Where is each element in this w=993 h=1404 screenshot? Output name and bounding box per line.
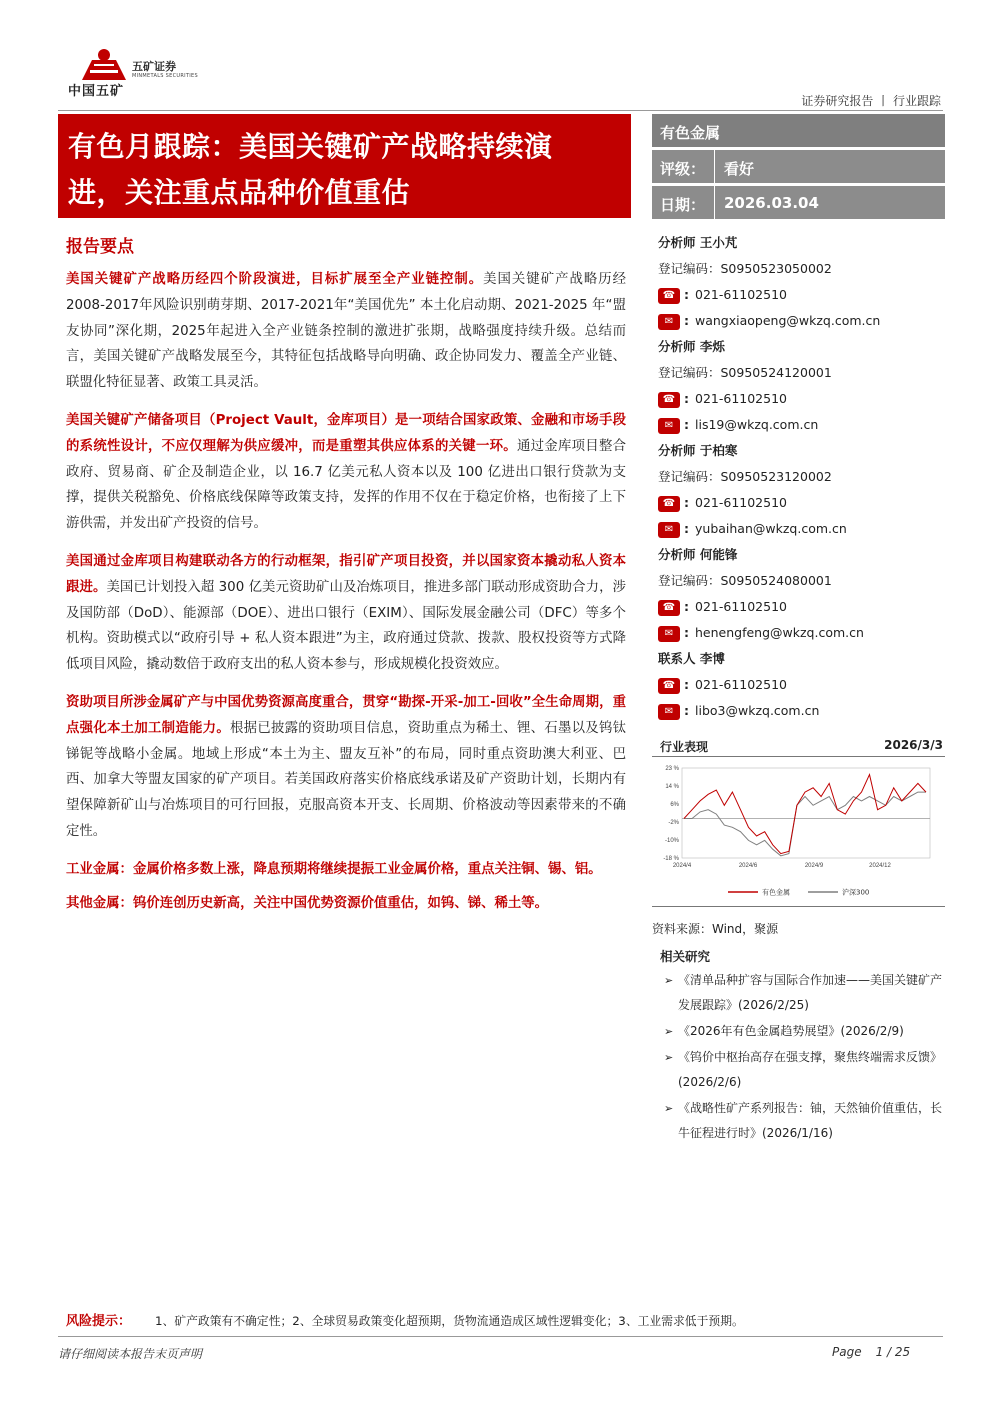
y-tick-label: -10% — [664, 838, 679, 844]
phone-number: 021-61102510 — [695, 599, 787, 614]
perf-date: 2026/3/3 — [884, 738, 943, 752]
paragraph — [66, 549, 626, 678]
performance-chart — [652, 760, 945, 904]
paragraph-highlight: 工业金属：金属价格多数上涨，降息预期将继续提振工业金属价格，重点关注铜、锡、铝。 — [66, 861, 602, 877]
phone-number: 021-61102510 — [695, 495, 787, 510]
paragraph-highlight: 其他金属：钨价连创历史新高，关注中国优势资源价值重估，如钨、锑、稀土等。 — [66, 895, 549, 911]
colon: : — [684, 391, 689, 406]
rating-label: 评级： — [660, 160, 706, 178]
analyst-email — [658, 518, 945, 544]
section-title: 报告要点 — [66, 237, 134, 257]
related-item[interactable] — [664, 968, 944, 1018]
phone-number: 021-61102510 — [695, 391, 787, 406]
analyst-phone — [658, 284, 945, 310]
rating-panel — [652, 114, 945, 218]
paragraph — [66, 857, 626, 883]
colon: : — [684, 625, 689, 640]
analyst-reg: 登记编码：S0950524080001 — [658, 573, 832, 588]
risk-text: 1、矿产政策有不确定性；2、全球贸易政策变化超预期，货物流通造成区域性逻辑变化；3、工业需求低于预期。 — [155, 1314, 744, 1328]
analyst-name: 分析师 王小芃 — [658, 235, 738, 250]
analyst-name: 分析师 何能锋 — [658, 547, 738, 562]
logo-cn-text: 中国五矿 — [68, 84, 125, 99]
related-research-list — [664, 968, 944, 1147]
email-address[interactable]: libo3@wkzq.com.cn — [695, 703, 820, 718]
analyst-block — [658, 544, 945, 648]
plot-frame — [682, 768, 930, 858]
y-tick-label: 6% — [670, 802, 679, 808]
analyst-name: 分析师 李烁 — [658, 339, 725, 354]
x-tick-label: 2024/12 — [869, 863, 891, 869]
paragraph-highlight: 美国通过金库项目构建联动各方的行动框架，指引矿产项目投资，并以国家资本撬动私人资本跟进。 — [66, 553, 626, 595]
header-divider — [58, 110, 943, 111]
colon: : — [684, 677, 689, 692]
related-item-text: 《钨价中枢抬高存在强支撑，聚焦终端需求反馈》(2026/2/6) — [678, 1050, 943, 1089]
x-tick-label: 2024/6 — [738, 863, 758, 869]
email-address[interactable]: wangxiaopeng@wkzq.com.cn — [695, 313, 881, 328]
data-source: 资料来源：Wind，聚源 — [652, 922, 779, 936]
analyst-phone — [658, 388, 945, 414]
related-item[interactable] — [664, 1019, 944, 1044]
analyst-block — [658, 232, 945, 336]
colon: : — [684, 417, 689, 432]
analyst-block — [658, 440, 945, 544]
phone-number: 021-61102510 — [695, 287, 787, 302]
report-title-line1: 有色月跟踪：美国关键矿产战略持续演 — [68, 130, 553, 163]
paragraph-body: 通过金库项目整合政府、贸易商、矿企及制造企业，以 16.7 亿美元私人资本以及 100 亿进出口银行贷款为支撑，提供关税豁免、价格底线保障等政策支持，发挥的作用不仅在于稳定价格，也衔接了上下游供需，并发出矿产投资的信号。 — [66, 438, 627, 532]
related-item[interactable] — [664, 1096, 944, 1146]
phone-icon: ☎ — [658, 288, 680, 304]
report-title-line2: 进，关注重点品种价值重估 — [68, 176, 411, 209]
paragraph — [66, 267, 626, 396]
date-value: 2026.03.04 — [724, 194, 819, 212]
perf-bottom-rule — [652, 906, 945, 907]
paragraph-body: 美国已计划投入超 300 亿美元资助矿山及冶炼项目，推进多部门联动形成资助合力，涉及国防部（DoD）、能源部（DOE）、进出口银行（EXIM）、国际发展金融公司（DFC）等多个机构。资助模式以“政府引导 + 私人资本跟进”为主，政府通过贷款、拨款、股权投资等方式降低项目风险，撬动数倍于政府支出的私人资本参与，形成规模化投资效应。 — [66, 579, 626, 673]
y-tick-label: 14 % — [665, 784, 679, 790]
contact-name: 联系人 李博 — [658, 651, 725, 666]
phone-icon: ☎ — [658, 496, 680, 512]
paragraph-body: 美国关键矿产战略历经 2008-2017年风险识别萌芽期、2017-2021年“美国优先” 本土化启动期、2021-2025 年“盟友协同”深化期，2025年起进入全产业链条控制的激进扩张期，战略强度持续升级。总结而言，美国关键矿产战略发展至今，其特征包括战略导向明确、政企协同发力、覆盖全产业链、联盟化特征显著、政策工具灵活。 — [66, 272, 627, 391]
y-tick-label: -18 % — [663, 856, 679, 862]
analyst-email — [658, 622, 945, 648]
series-line-csi300 — [684, 792, 926, 856]
colon: : — [684, 495, 689, 510]
brand-name: 五矿证券 — [132, 60, 176, 73]
footer-disclaimer: 请仔细阅读本报告末页声明 — [58, 1347, 203, 1361]
analyst-list — [658, 232, 945, 726]
arrow-icon: ➢ — [664, 974, 674, 987]
main-content — [66, 232, 626, 928]
x-tick-label: 2024/4 — [672, 863, 692, 869]
analyst-reg: 登记编码：S0950523050002 — [658, 261, 832, 276]
risk-warning — [66, 1310, 946, 1329]
email-icon: ✉ — [658, 314, 680, 330]
sector-label: 有色金属 — [660, 124, 721, 142]
paragraph — [66, 408, 626, 537]
paragraph — [66, 891, 626, 917]
legend-label: 有色金属 — [762, 888, 790, 897]
company-logo-icon — [76, 46, 132, 80]
risk-label: 风险提示： — [66, 1314, 132, 1329]
email-icon: ✉ — [658, 522, 680, 538]
related-research-title: 相关研究 — [660, 949, 711, 964]
phone-icon: ☎ — [658, 600, 680, 616]
analyst-block — [658, 336, 945, 440]
footer-divider — [58, 1336, 943, 1337]
arrow-icon: ➢ — [664, 1102, 674, 1115]
analyst-phone — [658, 492, 945, 518]
phone-number: 021-61102510 — [695, 677, 787, 692]
paragraph-highlight: 美国关键矿产战略历经四个阶段演进，目标扩展至全产业链控制。 — [66, 272, 484, 287]
y-tick-label: -2% — [668, 820, 679, 826]
paragraph-highlight: 美国关键矿产储备项目（Project Vault，金库项目）是一项结合国家政策、金融和市场手段的系统性设计，不应仅理解为供应缓冲，而是重塑其供应体系的关键一环。 — [66, 412, 626, 454]
arrow-icon: ➢ — [664, 1051, 674, 1064]
industry-performance — [652, 736, 945, 908]
analyst-email — [658, 310, 945, 336]
perf-top-rule — [652, 756, 945, 757]
contact-block — [658, 648, 945, 726]
email-icon: ✉ — [658, 418, 680, 434]
brand-name-en: MINMETALS SECURITIES — [132, 73, 198, 79]
x-tick-label: 2024/9 — [804, 863, 824, 869]
contact-email — [658, 700, 945, 726]
analyst-email — [658, 414, 945, 440]
date-label: 日期： — [660, 196, 706, 214]
paragraph-highlight: 资助项目所涉金属矿产与中国优势资源高度重合，贯穿“勘探-开采-加工-回收”全生命周期，重点强化本土加工制造能力。 — [66, 694, 626, 736]
rating-value: 看好 — [724, 160, 755, 178]
phone-icon: ☎ — [658, 678, 680, 694]
related-item-text: 《战略性矿产系列报告：铀，天然铀价值重估，长牛征程进行时》(2026/1/16) — [678, 1101, 943, 1140]
arrow-icon: ➢ — [664, 1025, 674, 1038]
y-tick-label: 23 % — [665, 766, 679, 772]
contact-phone — [658, 674, 945, 700]
divider — [714, 150, 715, 183]
email-address[interactable]: lis19@wkzq.com.cn — [695, 417, 819, 432]
sector-row — [652, 114, 945, 147]
footer-page — [832, 1345, 910, 1359]
analyst-reg: 登记编码：S0950524120001 — [658, 365, 832, 380]
email-icon: ✉ — [658, 626, 680, 642]
email-address[interactable]: yubaihan@wkzq.com.cn — [695, 521, 847, 536]
email-address[interactable]: henengfeng@wkzq.com.cn — [695, 625, 864, 640]
colon: : — [684, 521, 689, 536]
page-label: Page — [832, 1345, 862, 1359]
title-banner — [58, 114, 631, 218]
page-number: 1 / 25 — [875, 1345, 911, 1359]
paragraph-body: 根据已披露的资助项目信息，资助重点为稀土、锂、石墨以及钨钛锑铌等战略小金属。地域上形成“本土为主、盟友互补”的布局，同时重点资助澳大利亚、巴西、加拿大等盟友国家的矿产项目。若美国政府落实价格底线承诺及矿产资助计划，长期内有望保障新矿山与冶炼项目的可行回报，克服高资本开支、长周期、价格波动等因素带来的不确定性。 — [66, 720, 626, 839]
related-item-text: 《2026年有色金属趋势展望》(2026/2/9) — [678, 1024, 904, 1038]
date-row — [652, 186, 945, 219]
analyst-phone — [658, 596, 945, 622]
rating-row — [652, 150, 945, 183]
perf-title: 行业表现 — [660, 740, 709, 754]
related-item[interactable] — [664, 1045, 944, 1095]
analyst-reg: 登记编码：S0950523120002 — [658, 469, 832, 484]
colon: : — [684, 703, 689, 718]
paragraph — [66, 690, 626, 845]
report-type: 证券研究报告 丨 行业跟踪 — [801, 94, 941, 108]
analyst-name: 分析师 于柏寒 — [658, 443, 738, 458]
legend-label: 沪深300 — [842, 888, 870, 897]
colon: : — [684, 599, 689, 614]
phone-icon: ☎ — [658, 392, 680, 408]
colon: : — [684, 287, 689, 302]
colon: : — [684, 313, 689, 328]
related-item-text: 《清单品种扩容与国际合作加速——美国关键矿产发展跟踪》(2026/2/25) — [678, 973, 943, 1012]
page-header — [58, 42, 943, 110]
divider — [714, 186, 715, 219]
series-line-nonferrous — [684, 775, 926, 854]
email-icon: ✉ — [658, 704, 680, 720]
